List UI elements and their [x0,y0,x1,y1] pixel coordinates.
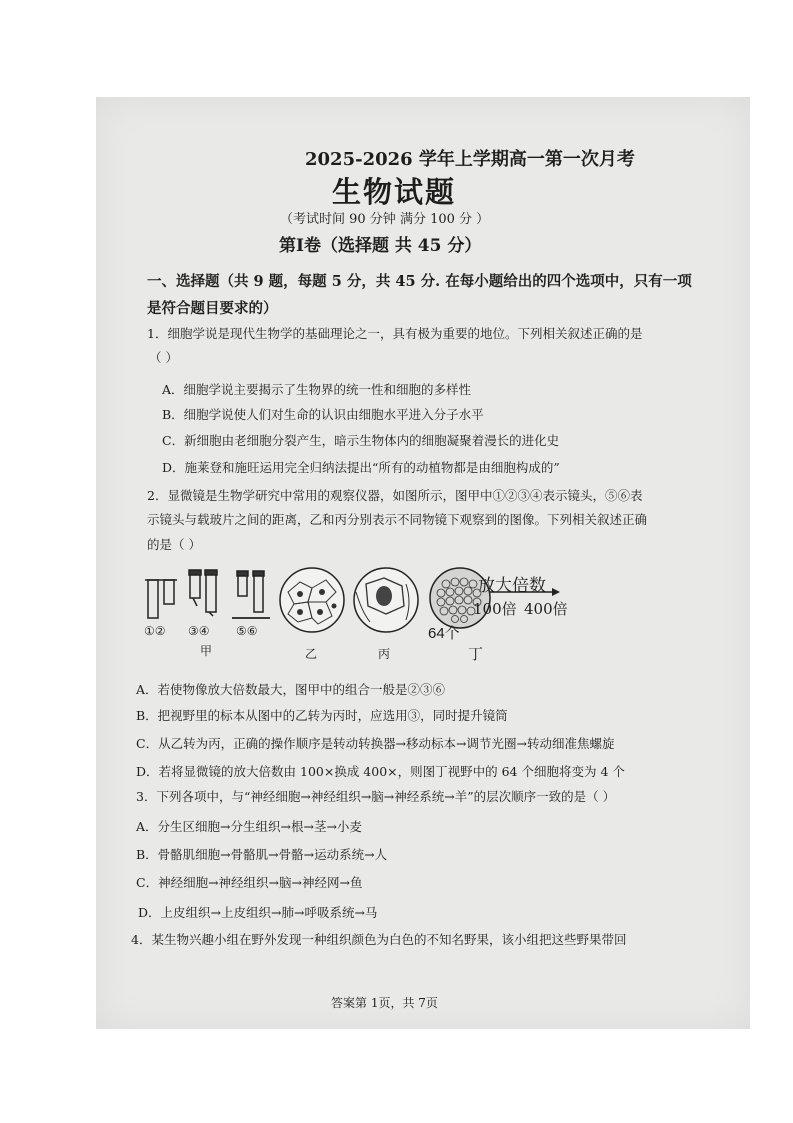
q2-stem-line1: 2．显微镜是生物学研究中常用的观察仪器，如图所示，图甲中①②③④表示镜头，⑤⑥表 [147,488,643,503]
part-title: 第Ⅰ卷（选择题 共 45 分） [279,236,482,256]
panel-label-bing: 丙 [378,647,391,661]
lens-3 [189,570,201,606]
q2-option-a: A．若使物像放大倍数最大，图甲中的组合一般是②③⑥ [136,682,446,697]
q3-option-a: A．分生区细胞→分生组织→根→茎→小麦 [136,819,362,834]
q4-stem-line1: 4．某生物兴趣小组在野外发现一种组织颜色为白色的不知名野果，该小组把这些野果带回 [131,932,627,947]
q3-option-b: B．骨骼肌细胞→骨骼肌→骨骼→运动系统→人 [136,847,388,862]
panel-label-jia: 甲 [200,644,213,658]
section-heading-line1: 一、选择题（共 9 题，每题 5 分，共 45 分. 在每小题给出的四个选项中，只有一项 [147,273,692,290]
q1-stem-line1: 1．细胞学说是现代生物学的基础理论之一，具有极为重要的地位。下列相关叙述正确的是 [147,326,643,341]
exam-title-line1: 2025-2026 学年上学期高一第一次月考 [305,149,635,170]
q3-option-c: C．神经细胞→神经组织→脑→神经网→鱼 [136,875,363,890]
subject-title: 生物试题 [332,175,457,209]
lens-4 [205,570,217,616]
q1-option-a: A．细胞学说主要揭示了生物界的统一性和细胞的多样性 [162,382,472,397]
cell-count-label: 64个 [428,625,460,642]
q2-option-d: D．若将显微镜的放大倍数由 100×换成 400×，则图丁视野中的 64 个细胞将变为 4 个 [136,764,625,779]
q1-option-b: B．细胞学说使人们对生命的认识由细胞水平进入分子水平 [162,407,484,422]
q2-stem-line3: 的是（ ） [147,537,201,552]
q1-option-d: D．施莱登和施旺运用完全归纳法提出“所有的动植物都是由细胞构成的” [162,460,560,475]
q3-option-d: D．上皮组织→上皮组织→肺→呼吸系统→马 [138,905,378,920]
lens-label-56: ⑤⑥ [236,624,258,638]
page-footer: 答案第 1页，共 7页 [331,996,438,1010]
q2-option-b: B．把视野里的标本从图中的乙转为丙时，应选用③，同时提升镜筒 [136,708,508,723]
magnification-title: 放大倍数 [478,576,546,596]
q2-stem-line2: 示镜头与载玻片之间的距离，乙和丙分别表示不同物镜下观察到的图像。下列相关叙述正确 [147,512,648,527]
lens-label-12: ①② [144,624,166,638]
lens-label-34: ③④ [188,624,210,638]
objective-distance-5 [237,571,248,596]
q1-option-c: C．新细胞由老细胞分裂产生，暗示生物体内的细胞凝聚着漫长的进化史 [162,433,560,448]
arrowhead [552,588,560,596]
exam-info: （考试时间 90 分钟 满分 100 分 ） [280,212,490,227]
magnification-low: 100倍 [473,600,517,618]
panel-label-ding: 丁 [468,645,484,663]
q3-stem: 3．下列各项中，与“神经细胞→神经组织→脑→神经系统→羊”的层次顺序一致的是（ ） [136,789,616,804]
q2-option-c: C．从乙转为丙，正确的操作顺序是转动转换器→移动标本→调节光圈→转动细准焦螺旋 [136,736,615,751]
lens-1 [145,580,161,618]
objective-distance-6 [253,571,264,612]
view-yi [280,568,344,632]
section-heading-line2: 是符合题目要求的） [147,300,278,317]
magnification-high: 400倍 [524,600,568,618]
panel-label-yi: 乙 [305,647,318,661]
q1-stem-line2: （ ） [149,350,178,365]
view-bing [354,568,418,632]
lens-2 [161,580,177,604]
